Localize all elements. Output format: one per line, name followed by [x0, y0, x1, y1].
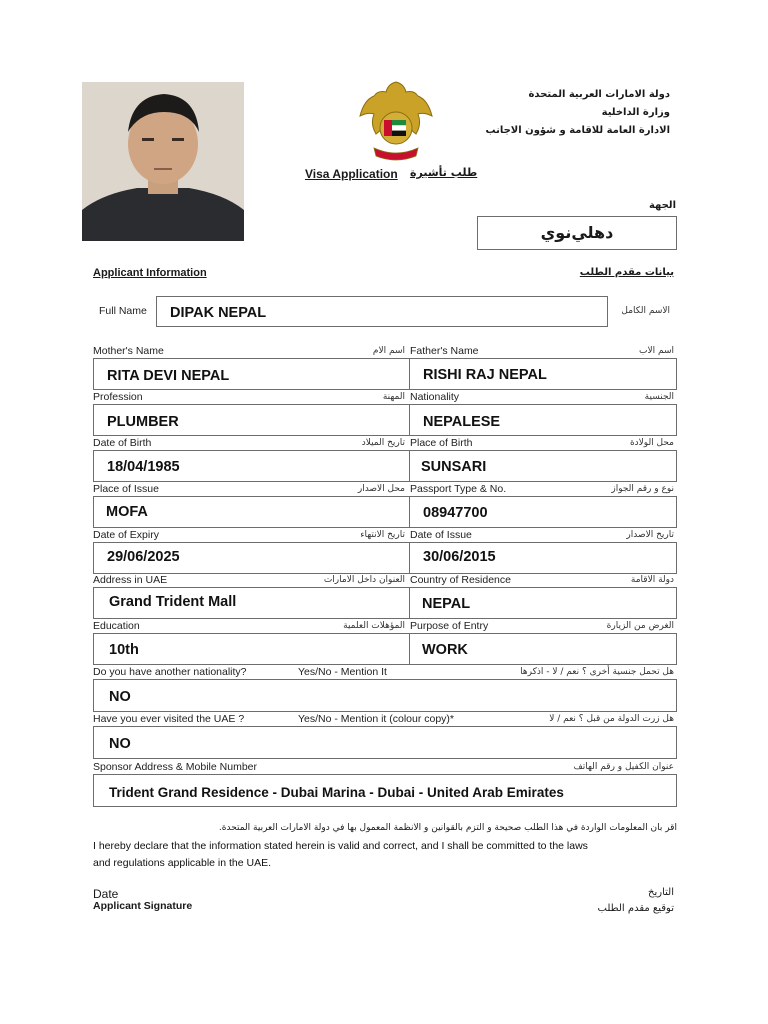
applicant-photo: [82, 82, 244, 241]
full-name-value: DIPAK NEPAL: [170, 305, 267, 321]
header-arabic-line-3: الادارة العامة للاقامة و شؤون الاجانب: [485, 125, 670, 136]
visited-uae-label-arabic: هل زرت الدولة من قبل ؟ نعم / لا: [549, 714, 674, 724]
visited-uae-hint: Yes/No - Mention it (colour copy)*: [298, 713, 455, 725]
sponsor-address-value: Trident Grand Residence - Dubai Marina - Dubai - United Arab Emirates: [109, 785, 564, 800]
profession-label-arabic: المهنة: [382, 392, 405, 402]
mother-name-label-arabic: اسم الام: [372, 346, 405, 356]
education-label-arabic: المؤهلات العلمية: [343, 621, 405, 631]
other-nationality-field[interactable]: [93, 679, 677, 712]
date-of-birth-field[interactable]: [93, 450, 410, 482]
full-name-field[interactable]: [156, 296, 608, 327]
place-of-birth-label-arabic: محل الولادة: [629, 438, 674, 448]
country-residence-value: NEPAL: [422, 596, 471, 612]
nationality-label-arabic: الجنسية: [644, 392, 674, 402]
visited-uae-label: Have you ever visited the UAE ?: [93, 713, 245, 725]
date-of-issue-label-arabic: تاريخ الاصدار: [626, 530, 674, 540]
form-title-arabic: طلب تأشيرة: [410, 166, 478, 179]
section-applicant-info-arabic: بيانات مقدم الطلب: [579, 267, 674, 278]
date-of-expiry-label-arabic: تاريخ الانتهاء: [360, 530, 405, 540]
date-of-expiry-field[interactable]: [93, 542, 410, 574]
visited-uae-value: NO: [109, 736, 131, 752]
mother-name-field[interactable]: [93, 358, 410, 390]
declaration-line-2: and regulations applicable in the UAE.: [93, 857, 272, 869]
place-of-issue-label: Place of Issue: [93, 483, 159, 495]
address-uae-label: Address in UAE: [93, 574, 168, 586]
form-title: Visa Application: [305, 167, 398, 181]
declaration-line-1: I hereby declare that the information stated herein is valid and correct, and I shall be committed to the laws: [93, 840, 588, 852]
sponsor-address-label-arabic: عنوان الكفيل و رقم الهاتف: [573, 762, 674, 772]
profession-value: PLUMBER: [107, 414, 179, 430]
sponsor-address-label: Sponsor Address & Mobile Number: [93, 761, 257, 773]
place-of-birth-field[interactable]: [409, 450, 677, 482]
date-of-issue-field[interactable]: [409, 542, 677, 574]
passport-type-label: Passport Type & No.: [410, 483, 507, 495]
nationality-field[interactable]: [409, 404, 677, 436]
signature-label: Applicant Signature: [93, 900, 193, 912]
branch-box[interactable]: [477, 216, 677, 250]
date-of-birth-value: 18/04/1985: [107, 459, 180, 475]
purpose-entry-label: Purpose of Entry: [410, 620, 489, 632]
place-of-birth-label: Place of Birth: [410, 437, 473, 449]
date-of-issue-value: 30/06/2015: [423, 549, 496, 565]
branch-label: الجهة: [648, 200, 676, 211]
header-arabic: [430, 86, 670, 140]
purpose-entry-label-arabic: الغرض من الزيارة: [606, 621, 674, 631]
date-of-birth-label: Date of Birth: [93, 437, 152, 449]
purpose-entry-value: WORK: [422, 642, 468, 658]
header-arabic-line-2: وزارة الداخلية: [601, 107, 670, 118]
place-of-issue-field[interactable]: [93, 496, 410, 528]
country-residence-label: Country of Residence: [410, 574, 511, 586]
place-of-birth-value: SUNSARI: [421, 459, 487, 475]
passport-type-label-arabic: نوع و رقم الجواز: [611, 484, 674, 494]
signature-label-arabic: توقيع مقدم الطلب: [597, 903, 674, 914]
passport-number-field[interactable]: [409, 496, 677, 528]
nationality-value: NEPALESE: [423, 414, 501, 430]
education-value: 10th: [109, 642, 139, 658]
address-uae-label-arabic: العنوان داخل الامارات: [323, 575, 405, 585]
place-of-issue-value: MOFA: [106, 504, 148, 520]
passport-number-value: 08947700: [423, 505, 488, 521]
mother-name-value: RITA DEVI NEPAL: [107, 368, 230, 384]
education-label: Education: [93, 620, 140, 632]
father-name-label: Father's Name: [410, 345, 479, 357]
person-photo-icon: [82, 82, 244, 241]
date-of-birth-label-arabic: تاريخ الميلاد: [361, 438, 405, 448]
full-name-label-arabic: الاسم الكامل: [621, 306, 670, 316]
branch-value: دهلي‌نوي: [540, 223, 614, 242]
address-uae-value: Grand Trident Mall: [109, 594, 237, 610]
other-nationality-hint: Yes/No - Mention It: [298, 666, 387, 678]
father-name-value: RISHI RAJ NEPAL: [423, 367, 547, 383]
country-residence-label-arabic: دولة الاقامة: [630, 575, 674, 585]
profession-field[interactable]: [93, 404, 410, 436]
other-nationality-value: NO: [109, 689, 131, 705]
country-residence-field[interactable]: [409, 587, 677, 619]
section-applicant-info: Applicant Information: [93, 267, 207, 279]
purpose-entry-field[interactable]: [409, 633, 677, 665]
date-of-expiry-value: 29/06/2025: [107, 549, 180, 565]
date-label: Date: [93, 887, 119, 901]
father-name-label-arabic: اسم الاب: [639, 346, 674, 356]
date-of-issue-label: Date of Issue: [410, 529, 472, 541]
uae-falcon-emblem-icon: [356, 78, 436, 164]
other-nationality-label-arabic: هل تحمل جنسية أخرى ؟ نعم / لا - اذكرها: [520, 667, 674, 677]
education-field[interactable]: [93, 633, 410, 665]
place-of-issue-label-arabic: محل الاصدار: [357, 484, 405, 494]
mother-name-label: Mother's Name: [93, 345, 164, 357]
address-uae-field[interactable]: [93, 587, 410, 619]
sponsor-address-field[interactable]: [93, 774, 677, 807]
header-arabic-line-1: دولة الامارات العربية المتحدة: [528, 89, 670, 100]
date-label-arabic: التاريخ: [648, 887, 674, 898]
father-name-field[interactable]: [409, 358, 677, 390]
profession-label: Profession: [93, 391, 143, 403]
full-name-label: Full Name: [99, 305, 147, 317]
nationality-label: Nationality: [410, 391, 460, 403]
declaration-arabic: أقر بأن المعلومات الواردة في هذا الطلب صحيحة و ألتزم بالقوانين و الأنظمة المعمول بها في دولة الامارات العربية المتحدة.: [218, 823, 677, 833]
date-of-expiry-label: Date of Expiry: [93, 529, 159, 541]
visited-uae-field[interactable]: [93, 726, 677, 759]
other-nationality-label: Do you have another nationality?: [93, 666, 247, 678]
